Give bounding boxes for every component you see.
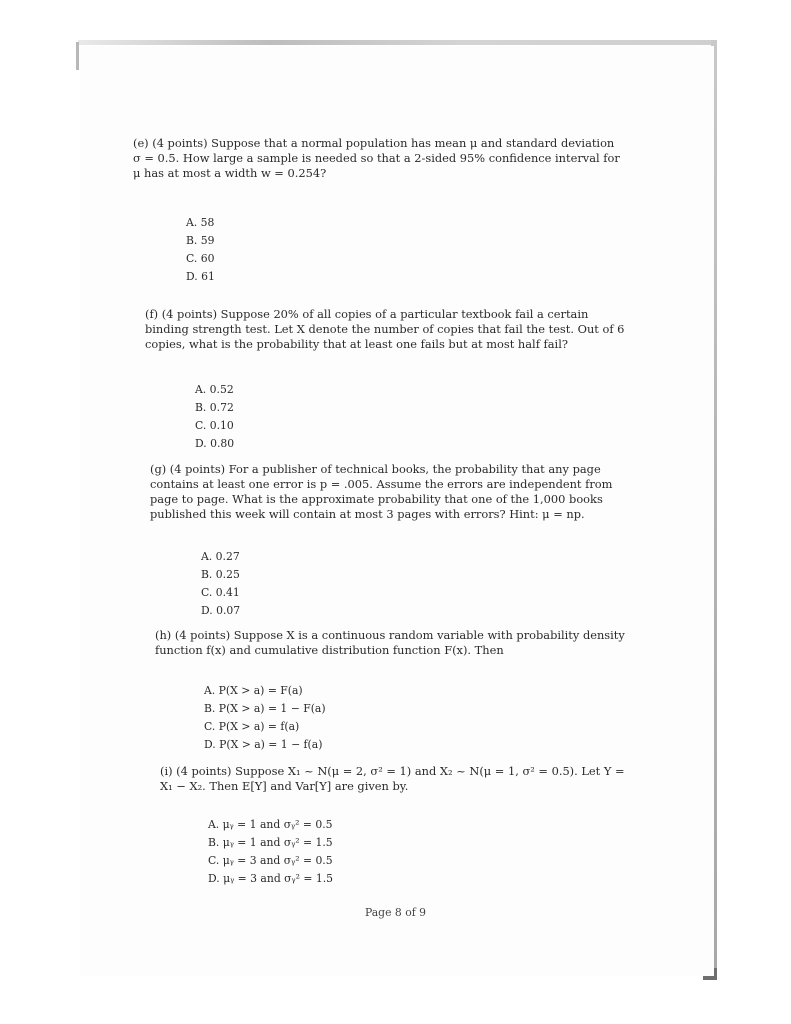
scan-edge-left	[76, 42, 79, 70]
choice-a[interactable]: A. 0.52	[195, 383, 234, 396]
question-i	[160, 764, 625, 885]
choice-list	[186, 214, 215, 286]
choice-c[interactable]: C. 0.10	[195, 419, 234, 432]
choice-c[interactable]: C. P(X > a) = f(a)	[204, 720, 300, 733]
scan-edge-top	[78, 40, 717, 45]
choice-d[interactable]: D. 61	[186, 270, 215, 283]
choice-c[interactable]: C. 0.41	[201, 586, 240, 599]
choice-a[interactable]: A. 0.27	[201, 550, 240, 563]
choice-a[interactable]: A. P(X > a) = F(a)	[204, 684, 303, 697]
choice-d[interactable]: D. 0.07	[201, 604, 241, 617]
choice-b[interactable]: B. μᵧ = 1 and σᵧ² = 1.5	[208, 836, 333, 849]
choice-list	[195, 381, 234, 453]
choice-b[interactable]: B. 0.25	[201, 568, 240, 581]
choice-c[interactable]: C. 60	[186, 252, 215, 265]
choice-d[interactable]: D. P(X > a) = 1 − f(a)	[204, 738, 323, 751]
choice-b[interactable]: B. P(X > a) = 1 − F(a)	[204, 702, 326, 715]
choice-b[interactable]: B. 59	[186, 234, 215, 247]
question-e	[133, 136, 623, 283]
question-f	[145, 307, 625, 450]
choice-a[interactable]: A. 58	[186, 216, 215, 229]
page-number: Page 8 of 9	[364, 906, 427, 919]
choice-b[interactable]: B. 0.72	[195, 401, 234, 414]
choice-list	[204, 682, 326, 754]
question-stem: (i) (4 points) Suppose X₁ ~ N(μ = 2, σ² = 1) and X₂ ~ N(μ = 1, σ² = 0.5). Let Y = X₁ − X₂. Then E[Y] and Var[Y] are given by.	[160, 764, 625, 793]
choice-c[interactable]: C. μᵧ = 3 and σᵧ² = 0.5	[208, 854, 333, 867]
choice-list	[208, 816, 333, 888]
question-stem: (e) (4 points) Suppose that a normal population has mean μ and standard deviation σ = 0.5. How large a sample is needed so that a 2-sided 95% confidence interval for μ has at most a width w = 0.254?	[133, 136, 620, 180]
question-g	[150, 462, 625, 617]
choice-list	[201, 548, 240, 620]
choice-d[interactable]: D. 0.80	[195, 437, 235, 450]
choice-d[interactable]: D. μᵧ = 3 and σᵧ² = 1.5	[208, 872, 334, 885]
question-stem: (f) (4 points) Suppose 20% of all copies of a particular textbook fail a certain binding strength test. Let X denote the number of copies that fail the test. Out of 6 copies, what is the probability that at least one fails but at most half fail?	[145, 307, 625, 351]
question-stem: (g) (4 points) For a publisher of technical books, the probability that any page contains at least one error is p = .005. Assume the errors are independent from page to page. What is the approximate probability that one of the 1,000 books published this week will contain at most 3 pages with errors? Hint: μ = np.	[150, 462, 613, 521]
question-h	[155, 628, 625, 751]
choice-a[interactable]: A. μᵧ = 1 and σᵧ² = 0.5	[208, 818, 333, 831]
question-stem: (h) (4 points) Suppose X is a continuous random variable with probability density function f(x) and cumulative distribution function F(x). Then	[155, 628, 625, 657]
